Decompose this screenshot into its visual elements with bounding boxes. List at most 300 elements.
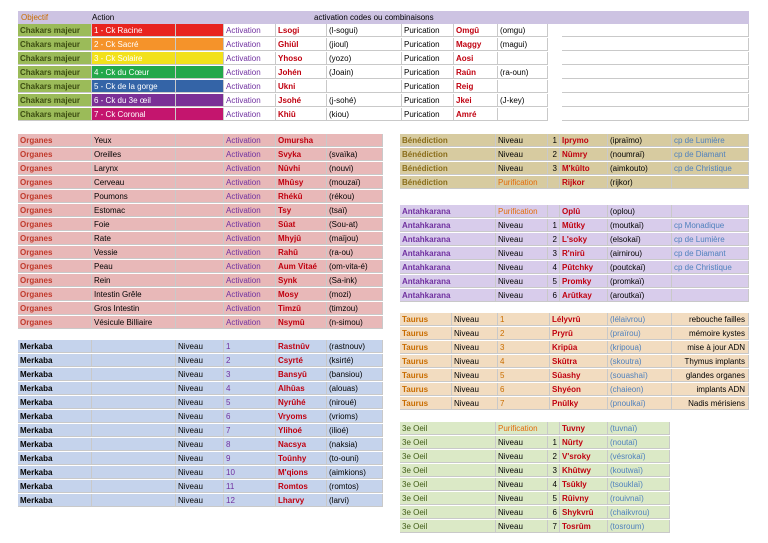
merkaba-row [18,410,383,423]
activation-code: Nsymû [276,316,327,329]
activation-code: Synk [276,274,327,287]
antahkarana-level: 4 [548,261,560,274]
merkaba-code: Nacsya [276,438,327,451]
antahkarana-code: L'soky [560,233,608,246]
taurus-desc: implants ADN [672,383,749,396]
taurus-pron: (chaieon) [608,383,672,396]
taurus-code: Sûashy [550,369,608,382]
organ-type: Organes [18,190,92,203]
chakra-name: 3 - Ck Solaire [92,52,176,65]
third-eye-level: 4 [548,478,560,491]
antahkarana-cp: cp de Diamant [672,247,749,260]
organ-row [18,316,383,329]
merkaba-type: Merkaba [18,340,92,353]
third-eye-niveau: Niveau [496,492,548,505]
merkaba-row [18,424,383,437]
chakra-color-cell [176,94,224,107]
taurus-niveau: Niveau [452,341,498,354]
antahkarana-level: 6 [548,289,560,302]
merkaba-row [18,494,383,507]
organ-type: Organes [18,316,92,329]
merkaba-niveau: Niveau [176,424,224,437]
merkaba-row [18,382,383,395]
third-eye-pron: (vésrokaï) [608,450,670,463]
third-eye-row [400,520,749,533]
organ-blank [176,288,224,301]
third-eye-code: Rûivny [560,492,608,505]
merkaba-pron: (niroué) [327,396,383,409]
activation-pron: (mouzaï) [327,176,383,189]
antahkarana-type: Antahkarana [400,289,496,302]
merkaba-type: Merkaba [18,382,92,395]
merkaba-row [18,452,383,465]
purification-label: Purication [402,108,454,121]
organ-blank [176,162,224,175]
taurus-row [400,355,749,368]
organ-blank [176,246,224,259]
organ-name: Vésicule Billiaire [92,316,176,329]
benediction-cp: cp de Lumière [672,134,749,147]
taurus-type: Taurus [400,355,452,368]
third-eye-level: 6 [548,506,560,519]
third-eye-type: 3e Oeil [400,436,496,449]
organ-row [18,134,383,147]
merkaba-niveau: Niveau [176,452,224,465]
third-eye-row [400,464,749,477]
antahkarana-pron: (elsokaï) [608,233,672,246]
organ-blank [176,190,224,203]
chakra-side-row [562,80,749,93]
merkaba-code: Romtos [276,480,327,493]
merkaba-blank [92,480,176,493]
activation-pron: (om-vita-é) [327,260,383,273]
antahkarana-pron: (poutckaï) [608,261,672,274]
purification-code: Omgû [454,24,498,37]
chakra-color-cell [176,24,224,37]
merkaba-blank [92,424,176,437]
activation-label: Activation [224,148,276,161]
activation-pron: (timzou) [327,302,383,315]
organ-blank [176,260,224,273]
purification-label: Purication [402,24,454,37]
merkaba-row [18,396,383,409]
activation-code: Ukni [276,80,327,93]
activation-pron: (Sou-at) [327,218,383,231]
organ-type: Organes [18,288,92,301]
chakra-row [18,94,548,107]
organ-row [18,162,383,175]
merkaba-level: 10 [224,466,276,479]
organ-type: Organes [18,232,92,245]
taurus-niveau: Niveau [452,313,498,326]
purification-pron: (magui) [498,38,548,51]
purification-code: Aosi [454,52,498,65]
blank-cell [562,94,749,107]
antahkarana-cp [672,275,749,288]
organ-row [18,190,383,203]
taurus-row [400,383,749,396]
third-eye-row [400,450,749,463]
organ-blank [176,218,224,231]
chakra-side-row [562,94,749,107]
merkaba-niveau: Niveau [176,382,224,395]
organ-name: Intestin Grêle [92,288,176,301]
merkaba-blank [92,494,176,507]
third-eye-code: Khûtwy [560,464,608,477]
antahkarana-level: 2 [548,233,560,246]
antahkarana-level: 5 [548,275,560,288]
activation-label: Activation [224,66,276,79]
activation-pron: (tsaï) [327,204,383,217]
activation-pron: (yozo) [327,52,402,65]
merkaba-blank [92,410,176,423]
chakra-name: 7 - Ck Coronal [92,108,176,121]
third-eye-niveau: Purification [496,422,548,435]
chakras-side-blank [562,24,749,120]
antahkarana-table [400,205,749,303]
activation-label: Activation [224,204,276,217]
third-eye-type: 3e Oeil [400,478,496,491]
activation-label: Activation [224,316,276,329]
merkaba-code: Bansyû [276,368,327,381]
chakra-side-row [562,108,749,121]
antahkarana-type: Antahkarana [400,233,496,246]
benediction-type: Bénédiction [400,162,496,175]
taurus-row [400,327,749,340]
merkaba-row [18,466,383,479]
antahkarana-niveau: Purification [496,205,548,218]
organ-type: Organes [18,148,92,161]
chakra-row [18,52,548,65]
merkaba-blank [92,368,176,381]
blank-cell [562,80,749,93]
third-eye-row [400,492,749,505]
blank-cell [562,52,749,65]
benediction-cp: cp de Christique [672,162,749,175]
merkaba-row [18,368,383,381]
merkaba-pron: (larvi) [327,494,383,507]
purification-label: Purication [402,38,454,51]
merkaba-type: Merkaba [18,354,92,367]
merkaba-code: Vryoms [276,410,327,423]
taurus-niveau: Niveau [452,397,498,410]
activation-pron: (n-simou) [327,316,383,329]
antahkarana-row [400,289,749,302]
organ-type: Organes [18,274,92,287]
activation-code: Johén [276,66,327,79]
activation-pron: (Sa-ink) [327,274,383,287]
taurus-type: Taurus [400,383,452,396]
merkaba-code: Toûnhy [276,452,327,465]
third-eye-row [400,436,749,449]
benediction-code: Nûmry [560,148,608,161]
third-eye-row [400,506,749,519]
benediction-code: M'kûlto [560,162,608,175]
antahkarana-pron: (aroutkaï) [608,289,672,302]
third-eye-level: 5 [548,492,560,505]
chakra-side-row [562,66,749,79]
activation-label: Activation [224,176,276,189]
chakra-color-cell [176,52,224,65]
organ-blank [176,204,224,217]
taurus-code: Pnûlky [550,397,608,410]
merkaba-code: Ylihoé [276,424,327,437]
third-eye-type: 3e Oeil [400,464,496,477]
merkaba-blank [92,340,176,353]
benediction-code: Rijkor [560,176,608,189]
taurus-level: 6 [498,383,550,396]
organ-blank [176,316,224,329]
taurus-desc: Nadis mérisiens [672,397,749,410]
chakra-type: Chakars majeur [18,66,92,79]
merkaba-type: Merkaba [18,466,92,479]
antahkarana-row [400,261,749,274]
merkaba-pron: (to-ouni) [327,452,383,465]
activation-pron: (svaïka) [327,148,383,161]
activation-label: Activation [224,302,276,315]
activation-code: Tsy [276,204,327,217]
merkaba-niveau: Niveau [176,438,224,451]
header-title: activation codes ou combinaisons [314,13,434,22]
antahkarana-pron: (oplou) [608,205,672,218]
merkaba-code: Csyrté [276,354,327,367]
organ-blank [176,176,224,189]
merkaba-level: 2 [224,354,276,367]
activation-code: Mhûsy [276,176,327,189]
third-eye-type: 3e Oeil [400,422,496,435]
organ-type: Organes [18,260,92,273]
third-eye-code: V'sroky [560,450,608,463]
organ-row [18,218,383,231]
benediction-table [400,134,749,190]
merkaba-niveau: Niveau [176,466,224,479]
merkaba-row [18,340,383,353]
purification-label: Purication [402,52,454,65]
third-eye-code: Tosrûm [560,520,608,533]
merkaba-blank [92,354,176,367]
organ-type: Organes [18,218,92,231]
antahkarana-row [400,275,749,288]
third-eye-pron: (noutaï) [608,436,670,449]
chakra-row [18,38,548,51]
taurus-code: Shyéon [550,383,608,396]
merkaba-type: Merkaba [18,396,92,409]
merkaba-code: M'qions [276,466,327,479]
merkaba-code: Nyrûhé [276,396,327,409]
organ-row [18,232,383,245]
organ-blank [176,148,224,161]
taurus-code: Kripûa [550,341,608,354]
merkaba-table [18,340,383,508]
antahkarana-row [400,219,749,232]
activation-label: Activation [224,260,276,273]
benediction-niveau: Niveau [496,134,548,147]
activation-label: Activation [224,80,276,93]
purification-code: Jkei [454,94,498,107]
third-eye-pron: (koutwaï) [608,464,670,477]
chakra-name: 5 - Ck de la gorge [92,80,176,93]
taurus-type: Taurus [400,369,452,382]
benediction-niveau: Purification [496,176,548,189]
merkaba-pron: (bansiou) [327,368,383,381]
purification-pron [498,52,548,65]
activation-pron: (rékou) [327,190,383,203]
purification-code: Raûn [454,66,498,79]
taurus-type: Taurus [400,341,452,354]
merkaba-level: 7 [224,424,276,437]
taurus-desc: mise à jour ADN [672,341,749,354]
blank-cell [562,66,749,79]
antahkarana-type: Antahkarana [400,261,496,274]
purification-pron [498,80,548,93]
taurus-code: Lélyvrû [550,313,608,326]
purification-pron: (omgu) [498,24,548,37]
merkaba-row [18,480,383,493]
chakra-type: Chakars majeur [18,38,92,51]
antahkarana-cp [672,205,749,218]
benediction-pron: (aimkouto) [608,162,672,175]
chakra-color-cell [176,38,224,51]
third-eye-code: Tuvny [560,422,608,435]
activation-code: Omursha [276,134,327,147]
antahkarana-code: Arûtkay [560,289,608,302]
benediction-row [400,162,749,175]
benediction-level: 1 [548,134,560,147]
activation-label: Activation [224,274,276,287]
third-eye-pron: (tosroum) [608,520,670,533]
taurus-type: Taurus [400,313,452,326]
taurus-code: Pryrû [550,327,608,340]
header-action: Action [92,13,115,22]
merkaba-type: Merkaba [18,494,92,507]
purification-code: Maggy [454,38,498,51]
purification-pron [498,108,548,121]
organ-type: Organes [18,134,92,147]
benediction-cp: cp de Diamant [672,148,749,161]
merkaba-pron: (alouas) [327,382,383,395]
activation-label: Activation [224,108,276,121]
activation-pron [327,80,402,93]
merkaba-blank [92,438,176,451]
antahkarana-row [400,205,749,218]
taurus-pron: (lélaivrou) [608,313,672,326]
activation-pron: (j-sohé) [327,94,402,107]
taurus-pron: (pnoulkaï) [608,397,672,410]
blank-cell [562,108,749,121]
organ-name: Foie [92,218,176,231]
third-eye-type: 3e Oeil [400,506,496,519]
taurus-desc: mémoire kystes [672,327,749,340]
merkaba-level: 6 [224,410,276,423]
chakra-row [18,80,548,93]
chakra-row [18,108,548,121]
merkaba-blank [92,396,176,409]
merkaba-level: 11 [224,480,276,493]
purification-label: Purication [402,80,454,93]
activation-label: Activation [224,288,276,301]
merkaba-blank [92,452,176,465]
antahkarana-cp: cp de Lumière [672,233,749,246]
chakra-type: Chakars majeur [18,94,92,107]
taurus-niveau: Niveau [452,355,498,368]
activation-code: Ghiûl [276,38,327,51]
organ-name: Vessie [92,246,176,259]
chakra-side-row [562,52,749,65]
organ-name: Poumons [92,190,176,203]
taurus-row [400,313,749,326]
taurus-niveau: Niveau [452,383,498,396]
antahkarana-niveau: Niveau [496,247,548,260]
chakra-side-row [562,38,749,51]
activation-label: Activation [224,134,276,147]
third-eye-type: 3e Oeil [400,450,496,463]
activation-label: Activation [224,218,276,231]
third-eye-pron: (tuvnaï) [608,422,670,435]
activation-label: Activation [224,190,276,203]
benediction-type: Bénédiction [400,134,496,147]
antahkarana-type: Antahkarana [400,275,496,288]
organ-blank [176,274,224,287]
antahkarana-level [548,205,560,218]
chakra-row [18,66,548,79]
merkaba-level: 1 [224,340,276,353]
third-eye-row [400,478,749,491]
benediction-level: 3 [548,162,560,175]
third-eye-level: 7 [548,520,560,533]
organ-type: Organes [18,176,92,189]
chakra-row [18,24,548,37]
third-eye-niveau: Niveau [496,506,548,519]
activation-pron: (jioul) [327,38,402,51]
third-eye-level: 1 [548,436,560,449]
benediction-row [400,134,749,147]
merkaba-code: Alhûas [276,382,327,395]
blank-cell [562,38,749,51]
header-objectif: Objectif [21,13,49,22]
merkaba-level: 12 [224,494,276,507]
third-eye-level: 3 [548,464,560,477]
taurus-level: 7 [498,397,550,410]
taurus-level: 5 [498,369,550,382]
merkaba-type: Merkaba [18,368,92,381]
activation-code: Nûvhi [276,162,327,175]
taurus-row [400,369,749,382]
taurus-row [400,341,749,354]
antahkarana-cp: cp de Christique [672,261,749,274]
merkaba-niveau: Niveau [176,494,224,507]
activation-pron: (kiou) [327,108,402,121]
taurus-table [400,313,749,411]
third-eye-level [548,422,560,435]
taurus-niveau: Niveau [452,327,498,340]
benediction-type: Bénédiction [400,148,496,161]
purification-pron: (J-key) [498,94,548,107]
merkaba-code: Lharvy [276,494,327,507]
merkaba-pron: (vrioms) [327,410,383,423]
taurus-pron: (skoutra) [608,355,672,368]
organ-name: Rein [92,274,176,287]
merkaba-blank [92,382,176,395]
merkaba-level: 4 [224,382,276,395]
activation-label: Activation [224,246,276,259]
organ-row [18,148,383,161]
chakra-name: 4 - Ck du Cœur [92,66,176,79]
benediction-row [400,148,749,161]
merkaba-type: Merkaba [18,410,92,423]
antahkarana-code: Oplû [560,205,608,218]
third-eye-niveau: Niveau [496,464,548,477]
activation-code: Jsohé [276,94,327,107]
